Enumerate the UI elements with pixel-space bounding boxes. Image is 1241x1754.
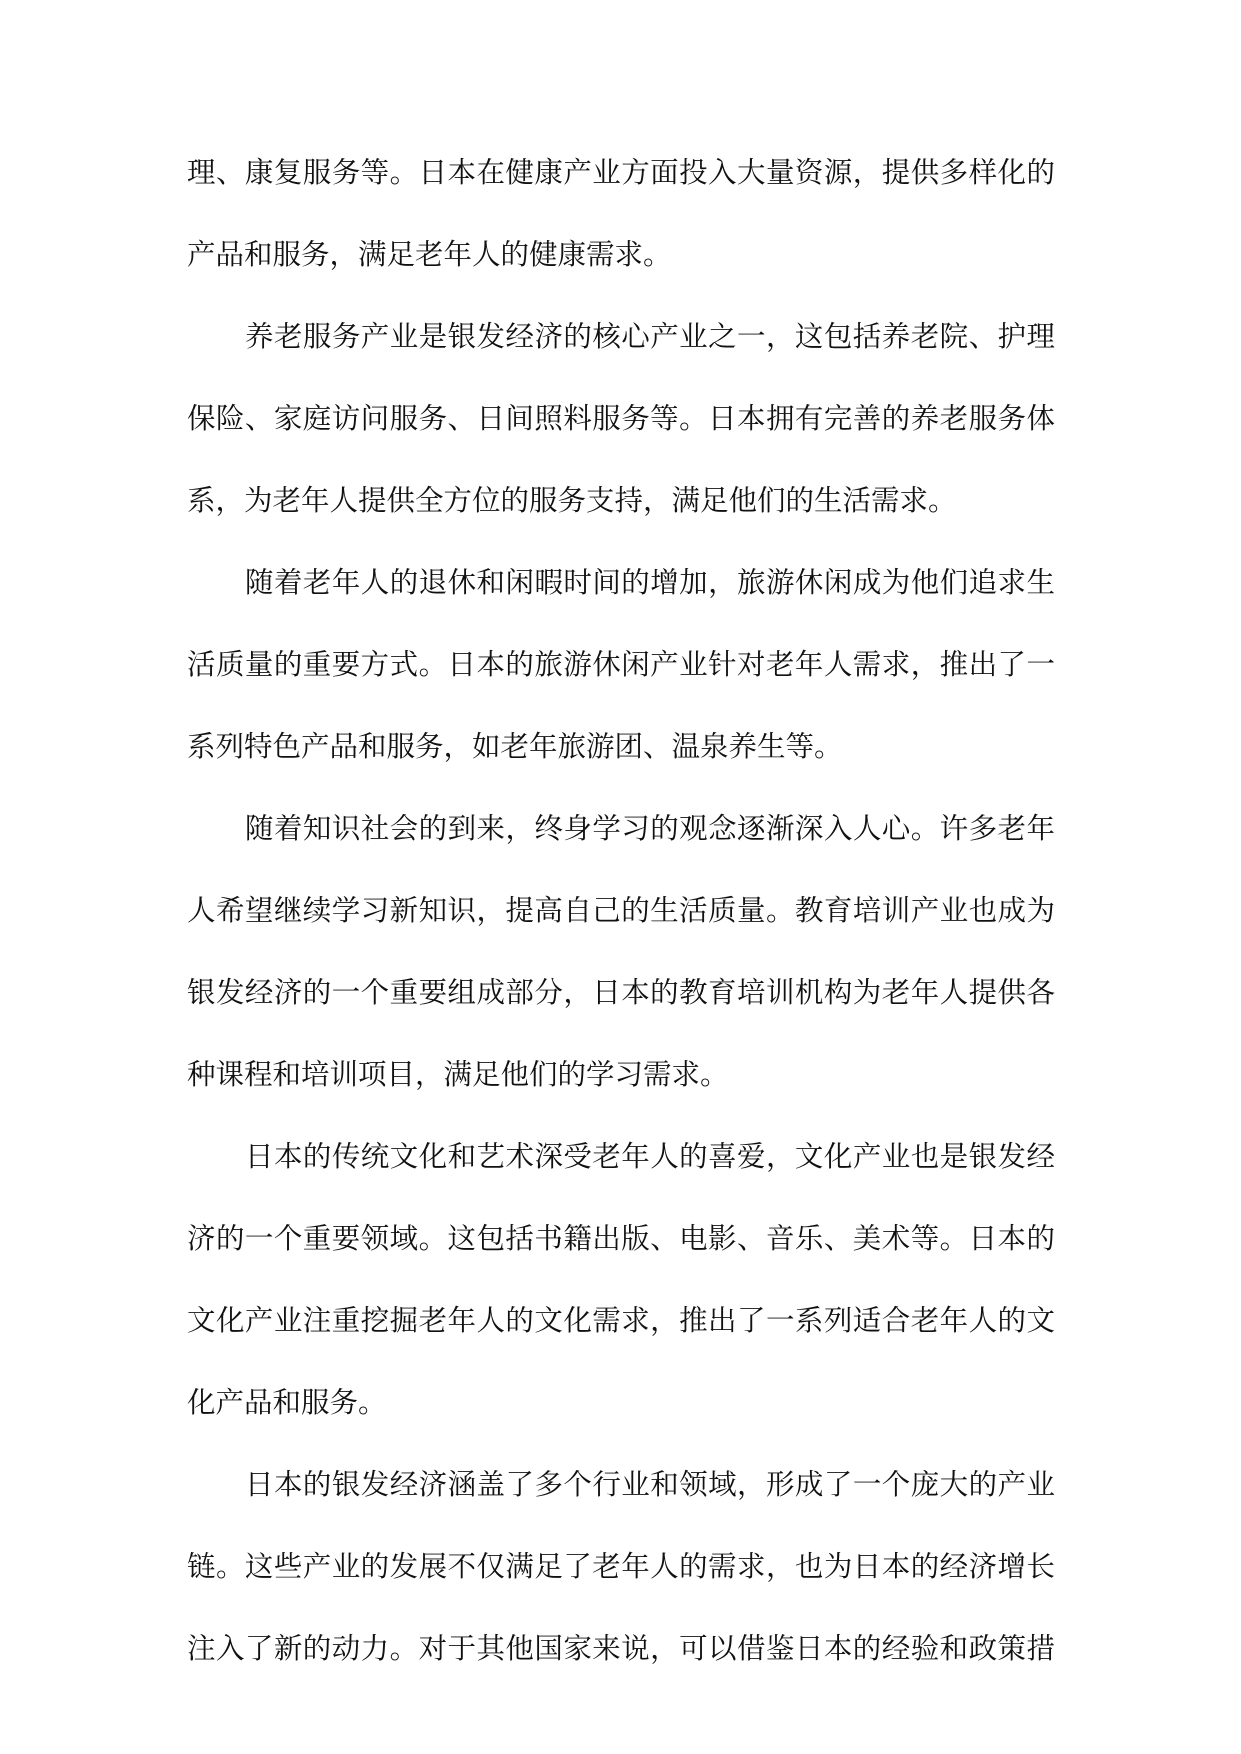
paragraph [187,144,1055,283]
text-line: 日本的银发经济涵盖了多个行业和领域，形成了一个庞大的产业 [245,1468,1055,1501]
text-line: 随着知识社会的到来，终身学习的观念逐渐深入人心。许多老年 [245,812,1055,845]
text-line: 种课程和培训项目，满足他们的学习需求。 [187,1058,729,1091]
paragraph [187,1128,1055,1431]
text-line: 注入了新的动力。对于其他国家来说，可以借鉴日本的经验和政策措 [187,1632,1055,1665]
text-line: 保险、家庭访问服务、日间照料服务等。日本拥有完善的养老服务体 [187,402,1055,435]
text-line: 济的一个重要领域。这包括书籍出版、电影、音乐、美术等。日本的 [187,1222,1055,1255]
text-line: 理、康复服务等。日本在健康产业方面投入大量资源，提供多样化的 [187,156,1055,189]
text-line: 文化产业注重挖掘老年人的文化需求，推出了一系列适合老年人的文 [187,1304,1055,1337]
paragraph [187,308,1055,529]
text-line: 系，为老年人提供全方位的服务支持，满足他们的生活需求。 [187,484,957,517]
text-line: 银发经济的一个重要组成部分，日本的教育培训机构为老年人提供各 [187,976,1055,1009]
text-line: 化产品和服务。 [187,1386,387,1419]
paragraph [187,1456,1055,1677]
text-line: 养老服务产业是银发经济的核心产业之一，这包括养老院、护理 [245,320,1055,353]
text-line: 人希望继续学习新知识，提高自己的生活质量。教育培训产业也成为 [187,894,1055,927]
text-line: 产品和服务，满足老年人的健康需求。 [187,238,672,271]
text-line: 活质量的重要方式。日本的旅游休闲产业针对老年人需求，推出了一 [187,648,1055,681]
text-line: 链。这些产业的发展不仅满足了老年人的需求，也为日本的经济增长 [187,1550,1055,1583]
paragraph [187,554,1055,775]
document-body [187,144,1055,1677]
text-line: 系列特色产品和服务，如老年旅游团、温泉养生等。 [187,730,843,763]
text-line: 随着老年人的退休和闲暇时间的增加，旅游休闲成为他们追求生 [245,566,1055,599]
paragraph [187,800,1055,1103]
text-line: 日本的传统文化和艺术深受老年人的喜爱，文化产业也是银发经 [245,1140,1055,1173]
